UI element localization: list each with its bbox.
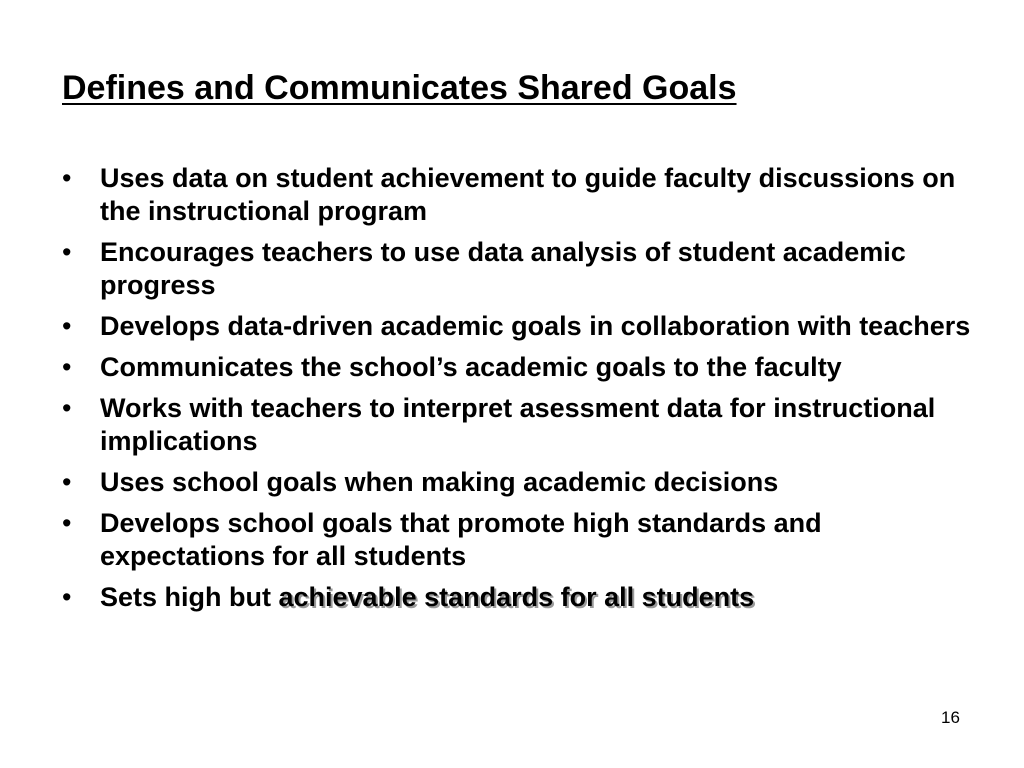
bullet-icon: • bbox=[62, 163, 72, 193]
bullet-icon: • bbox=[62, 393, 72, 423]
bullet-icon: • bbox=[62, 467, 72, 497]
bullet-icon: • bbox=[62, 508, 72, 538]
bullet-text: Works with teachers to interpret asessment data for instructional implications bbox=[100, 393, 936, 456]
bullet-list bbox=[62, 162, 982, 622]
bullet-icon: • bbox=[62, 311, 72, 341]
bullet-text-plain: Sets high but bbox=[100, 582, 279, 612]
list-item bbox=[62, 162, 982, 228]
bullet-text: Encourages teachers to use data analysis of student academic progress bbox=[100, 237, 906, 300]
bullet-text: Develops data-driven academic goals in collaboration with teachers bbox=[100, 311, 971, 341]
page-number: 16 bbox=[941, 708, 960, 727]
list-item bbox=[62, 310, 982, 343]
bullet-icon: • bbox=[62, 352, 72, 382]
list-item bbox=[62, 236, 982, 302]
bullet-text: Develops school goals that promote high standards and expectations for all students bbox=[100, 508, 822, 571]
list-item bbox=[62, 466, 982, 499]
bullet-text: Communicates the school’s academic goals to the faculty bbox=[100, 352, 842, 382]
bullet-icon: • bbox=[62, 237, 72, 267]
list-item bbox=[62, 351, 982, 384]
slide-title: Defines and Communicates Shared Goals bbox=[62, 69, 737, 107]
bullet-text: Uses school goals when making academic decisions bbox=[100, 467, 779, 497]
list-item bbox=[62, 581, 982, 614]
list-item bbox=[62, 392, 982, 458]
bullet-text: Uses data on student achievement to guide faculty discussions on the instructional program bbox=[100, 163, 956, 226]
bullet-icon: • bbox=[62, 582, 72, 612]
list-item bbox=[62, 507, 982, 573]
bullet-text-shadowed: achievable standards for all students bbox=[278, 582, 755, 612]
